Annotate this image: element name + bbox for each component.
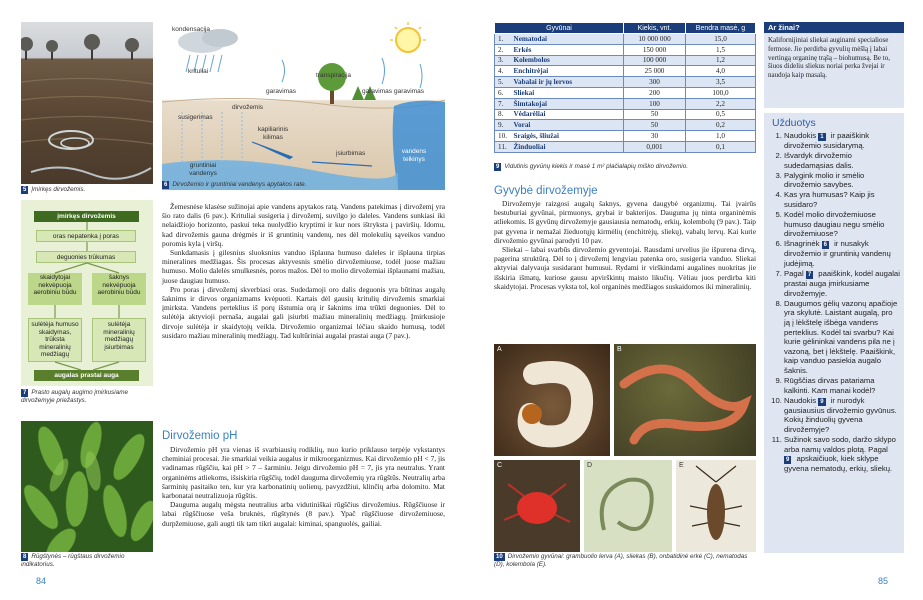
label-gruntiniai: gruntiniai vandenys — [189, 162, 217, 177]
animal-mass: 0,1 — [686, 141, 756, 152]
paragraph-life: Dirvožemyje raizgosi augalų šaknys, gyvena daugybė organizmų. Tai įvairūs bestuburiai gyvūnai, pirmuonys, grybai ir bakterijos. Dauguma jų ninta organinėmis atliekomis. Iš gyvūnų dirvožemyje gausiausia nematodų, erkių, kolembolų (9 pav.). Taip pat gyvena ir nemažai žieduotųjų kirmėlių (enchitrėjų, sliekų), vabalų lervų. Kai kurie dirvožemio gyvūnai parodyti 10 pav. — [494, 199, 756, 245]
animal-count: 0,001 — [624, 141, 686, 152]
soil-animals-table — [494, 22, 756, 153]
label-isiurbimas: įsiurbimas — [336, 150, 366, 157]
mite-illustration — [494, 460, 580, 552]
task-text-cont: ir nurodyk gausiausius dirvožemio gyvūnus. Kokių žinduolių gyvena dirvožemyje? — [784, 395, 897, 434]
animal-name: Vorai — [511, 120, 624, 131]
fig9-number: 9 — [496, 164, 500, 170]
animal-count: 150 000 — [624, 44, 686, 55]
animal-name: Sraigės, šliužai — [511, 131, 624, 142]
task-item — [784, 396, 900, 435]
table-header-animals: Gyvūnai — [495, 23, 624, 34]
task-text: Palygink molio ir smėlio dirvožemio savybes. — [784, 170, 865, 190]
animal-mass: 2,2 — [686, 98, 756, 109]
flow-top: įmirkęs dirvožemis — [34, 211, 139, 222]
animal-name: Erkės — [511, 44, 624, 55]
left-body-text-ph — [162, 445, 445, 528]
task-item — [784, 171, 900, 190]
photo-mite — [494, 460, 580, 552]
task-item — [784, 210, 900, 239]
animal-count: 50 — [624, 120, 686, 131]
fig9-caption-text: Vidutinis gyvūnų kiekis ir masė 1 m² plačialapių miško dirvožemio. — [504, 163, 688, 170]
fig8-caption — [21, 553, 153, 569]
flow-box-4: šaknys nekvėpuoja aerobiniu būdu — [92, 273, 146, 305]
animal-name: Enchitrėjai — [511, 66, 624, 77]
table-row — [495, 55, 756, 66]
left-body-text — [162, 202, 445, 340]
paragraph-water: Žemesnėse klasėse sužinojai apie vandens apytakos ratą. Vandens patekimas į dirvožemį yra šio rato dalis (6 pav.). Krituliai susigeria į dirvožemį, suvilgo jo daleles. Vandens sunkiasi iki nelaidžiojo horizonto, paskui teka nuolydžio kryptimi ir kur nors ištryksta į paviršių. Idomu, kad dirvožemis gauna drėgmės ir iš gruntinių vandenų, nes dėl molekulių sąveikos vanduo poromis kyla į viršų. — [162, 202, 445, 248]
table-row — [495, 34, 756, 45]
paragraph-worms: Sliekai – labai svarbūs dirvožemio gyventojai. Rausdami urvelius jie išpurena dirvą, pagerina struktūrą. Dėl to į dirvožemį lengviau patenka oro, susigeria vanduo. Sliekai aktyviai dalyvauja susidarant humusui. Rydami ir virškindami augalines nuokritas jie išskiria išmatų, kuriose gausu apvirškintų maisto likučių. Vėliau juos perdirba kiti skaidytojai. Procesas vyksta tol, kol organinės medžiagos suskaidomos iki mineralinių. — [494, 245, 756, 291]
earthworm-illustration — [614, 344, 756, 456]
did-you-know-box — [764, 22, 904, 108]
water-cycle-diagram — [162, 22, 445, 190]
photo-label-b: B — [617, 346, 622, 353]
left-page — [0, 0, 461, 600]
task-text: Naudokis — [784, 131, 819, 140]
photo-grub — [494, 344, 610, 456]
tasks-title: Užduotys — [772, 117, 816, 129]
label-vandens-telkinys: vandens telkinys — [401, 148, 427, 163]
photo-springtail — [676, 460, 756, 552]
task-item — [784, 435, 900, 474]
label-garavimas-2: garavimas — [362, 88, 392, 95]
task-text-cont: ir paaiškink dirvožemio susidarymą. — [784, 131, 870, 150]
nematode-illustration — [584, 460, 672, 552]
page-number-left: 84 — [36, 576, 47, 586]
figure-ref-badge: 7 — [807, 272, 812, 279]
task-item — [784, 269, 900, 298]
task-text-cont: apskaičiuok, kiek sklype gyvena nematodų, erkių, sliekų. — [784, 454, 893, 474]
paragraph-leaching: Sunkdamasis į gilesnius sluoksnius vanduo išplauna humuso daleles ir išplauna tirpias mineralines medžiagas. Šis procesas aktyvesnis smėlio dirvožemiuose, todėl juose mažiau humuso. Molio dalelės smulkesnės, poros mažos. Dėl to molio dirvožemiai išplaunami mažiau, juose daugiau humuso. — [162, 248, 445, 285]
fig10-number: 10 — [496, 554, 503, 560]
task-item — [784, 151, 900, 170]
row-index: 4. — [495, 66, 511, 77]
animal-mass: 1,5 — [686, 44, 756, 55]
photo-nematode — [584, 460, 672, 552]
fig9-caption — [494, 163, 756, 171]
row-index: 3. — [495, 55, 511, 66]
row-index: 7. — [495, 98, 511, 109]
table-body — [495, 34, 756, 153]
task-item — [784, 239, 900, 268]
table-row — [495, 98, 756, 109]
fig6-caption-text: Dirvožemio ir gruntiniai vandenys apytakos rate. — [172, 181, 307, 188]
photo-label-a: A — [497, 346, 502, 353]
animal-count: 200 — [624, 87, 686, 98]
animal-mass: 100,0 — [686, 87, 756, 98]
animal-name: Vabalai ir jų lervos — [511, 77, 624, 88]
page-number-right: 85 — [878, 576, 889, 586]
table-row — [495, 87, 756, 98]
task-text: Išnagrinėk — [784, 239, 822, 249]
tasks-panel — [764, 113, 904, 553]
row-index: 1. — [495, 34, 511, 45]
table-row — [495, 131, 756, 142]
row-index: 5. — [495, 77, 511, 88]
flow-box-1: oras nepatenka į poras — [36, 230, 136, 242]
photo-label-e: E — [679, 462, 684, 469]
fig6-number: 6 — [164, 182, 168, 188]
fig5-caption-text: Įmirkęs dirvožemis. — [31, 186, 86, 193]
fig7-caption-text: Prasto augalų augimo įmirkusiame dirvožemyje priežastys. — [21, 389, 128, 404]
table-row — [495, 109, 756, 120]
row-index: 10. — [495, 131, 511, 142]
fig5-caption — [21, 186, 153, 194]
heading-life: Gyvybė dirvožemyje — [494, 185, 598, 197]
task-text-cont: paaiškink, kodėl augalai prastai auga įmirkusiame dirvožemyje. — [784, 269, 900, 298]
photo-earthworm — [614, 344, 756, 456]
table-header-mass: Bendra masė, g — [686, 23, 756, 34]
animal-count: 30 — [624, 131, 686, 142]
did-you-know-title: Ar žinai? — [764, 22, 904, 33]
animal-mass: 1,0 — [686, 131, 756, 142]
animal-mass: 0,2 — [686, 120, 756, 131]
fig5-number: 5 — [23, 187, 27, 193]
row-index: 11. — [495, 141, 511, 152]
figure-ref-badge: 1 — [820, 134, 824, 140]
photo-label-c: C — [497, 462, 503, 469]
table-row — [495, 141, 756, 152]
flow-box-6: sulėtėja mineralinių medžiagų įsiurbimas — [92, 318, 146, 362]
table-row — [495, 77, 756, 88]
task-text: Naudokis — [784, 395, 819, 405]
animal-count: 100 — [624, 98, 686, 109]
task-text: Kas yra humusas? Kaip jis susidaro? — [784, 190, 875, 210]
task-text: Rūgščias dirvas patariama kalkinti. Kam manai kodėl? — [784, 376, 876, 395]
flow-box-5: sulėtėja humuso skaidymas, trūksta mineralinių medžiagų — [28, 318, 82, 362]
sorrel-photo — [21, 421, 153, 552]
animal-count: 25 000 — [624, 66, 686, 77]
animal-mass: 4,0 — [686, 66, 756, 77]
flow-box-2: deguonies trūkumas — [36, 251, 136, 263]
paragraph-ph: Dirvožemio pH yra vienas iš svarbiausių rodiklių, nuo kurio priklauso terpėje vykstantys cheminiai procesai. Jie smarkiai veikia augalus ir mikroorganizmus. Kai dirvožemio pH < 7, jis vadinamas rūgščiu, kai pH > 7 – šarminiu. Jeigu dirvožemio pH = 7, jis yra neutralus. Yrant organinėms atliekoms, išsiskiria rūgščių, todėl dauguma dirvožemių yra rūgštūs. Neutralių arba šarminių pasitaiko ten, kur yra karbonatinių uolienų, pavyzdžiui, klinčių arba dolomito. Mat karbonatai neutralizuoja rūgštis. — [162, 445, 445, 501]
grub-illustration — [494, 344, 610, 456]
row-index: 6. — [495, 87, 511, 98]
fig8-number: 8 — [23, 554, 27, 560]
label-kondensacija: kondensacija — [172, 26, 210, 33]
table-header-count: Kiekis, vnt. — [624, 23, 686, 34]
label-susigerimas: susigerimas — [178, 114, 213, 121]
label-garavimas-1: garavimas — [266, 88, 296, 95]
figure-ref-badge: 6 — [823, 242, 827, 249]
paragraph-plants: Dauguma augalų mėgsta neutralius arba vidutiniškai rūgščius dirvožemius. Rūgščiuose ir labai rūgščiuose veša bruknės, rūgštynės (8 pav.). Ypač rūgščiuose dirvožemiuose, durpžemiuose, gali augti tik tam tikri augalai: kiminai, spanguolės, gailiai. — [162, 500, 445, 528]
paragraph-air: Pro poras į dirvožemį skverbiasi oras. Sudedamoji oro dalis deguonis yra būtinas augalų šaknims ir dirvos organizmams kvėpuoti. Kartais dėl gausių kritulių dirvožemis smarkiai įmirksta. Vandens perteklius iš porų išstumia orą ir šaknims ima trūkti deguonies. Dėl to sulėtėja aktyvioji pernaša, augalai gali įsiurbti mažiau mineralinių medžiagų. Įmirkusioje dirvoje sulėtėja ir skaidytojų veikla. Dirvožemio organizmai lėčiau skaido humusą, todėl susidaro mažiau mineralinių medžiagų. Tad kultūriniai augalai prastai auga (7 pav.). — [162, 284, 445, 340]
task-item — [784, 190, 900, 209]
sorrel-illustration — [21, 421, 153, 552]
animal-name: Žinduoliai — [511, 141, 624, 152]
animal-mass: 0,5 — [686, 109, 756, 120]
animal-name: Sliekai — [511, 87, 624, 98]
task-text: Sužinok savo sodo, daržo sklypo arba namų valdos plotą. Pagal — [784, 435, 896, 454]
springtail-illustration — [676, 460, 756, 552]
animal-name: Šimtakojai — [511, 98, 624, 109]
fig8-caption-text: Rūgštynės – rūgštaus dirvožemio indikatorius. — [21, 553, 125, 568]
did-you-know-text: Kalifornijiniai sliekai auginami specialiose fermose. Jie perdirba gyvulių mėšlą į labai vertingą organinę trąšą – biohumusą. Be to, šiuos dideliu sliekus noriai perka žvejai ir naudoja kaip masalą. — [768, 36, 890, 80]
flow-bottom: augalas prastai auga — [34, 370, 139, 381]
row-index: 9. — [495, 120, 511, 131]
flow-arrows — [21, 200, 153, 386]
fig7-number: 7 — [23, 390, 27, 396]
label-garavimas-3: garavimas — [394, 88, 424, 95]
task-text: Daugumos gėlių vazonų apačioje yra skylutė. Laistant augalą, pro ją į lėkštelę išbėga vandens perteklius. Kodėl tai svarbu? Kai kurie gėlininkai vandens pila ne į vazoną, bet į lėkštelę. Paaiškink, kaip vanduo pasiekia augalo šaknis. — [784, 298, 898, 375]
task-text: Išvardyk dirvožemio sudedamąsias dalis. — [784, 151, 854, 170]
animal-mass: 15,0 — [686, 34, 756, 45]
animal-count: 50 — [624, 109, 686, 120]
flow-box-3: skaidytojai nekvėpuoja aerobiniu būdu — [28, 273, 82, 305]
table-row — [495, 120, 756, 131]
task-text: Pagal — [784, 269, 806, 279]
photo-label-d: D — [587, 462, 593, 469]
fig6-caption — [162, 181, 445, 189]
task-item — [784, 299, 900, 376]
fig7-caption — [21, 389, 153, 405]
animal-mass: 1,2 — [686, 55, 756, 66]
task-text: Kodėl molio dirvožemiuose humuso daugiau negu smėlio dirvožemiuose? — [784, 210, 885, 239]
tasks-list — [766, 131, 900, 474]
field-illustration — [21, 22, 153, 184]
figure-ref-badge: 9 — [820, 398, 824, 405]
right-body-text — [494, 199, 756, 291]
figure-ref-badge: 9 — [786, 457, 790, 464]
label-dirvozemis: dirvožemis — [232, 104, 264, 111]
animal-count: 300 — [624, 77, 686, 88]
animal-name: Vėdarėliai — [511, 109, 624, 120]
label-kapiliarinis: kapiliarinis kilimas — [257, 126, 289, 141]
animal-name: Kolembolos — [511, 55, 624, 66]
fig10-caption-text: Dirvožemio gyvūnai: grambuolio lerva (A), sliekas (B), onbatidinė erkė (C), nematodas (D), kolembola (E). — [494, 553, 748, 568]
soil-field-photo — [21, 22, 153, 184]
fig10-caption — [494, 553, 756, 569]
animal-mass: 3,5 — [686, 77, 756, 88]
row-index: 2. — [495, 44, 511, 55]
row-index: 8. — [495, 109, 511, 120]
label-transpiracija: transpiracija — [316, 72, 352, 79]
animal-count: 100 000 — [624, 55, 686, 66]
task-item — [784, 131, 900, 151]
table-row — [495, 44, 756, 55]
table-row — [495, 66, 756, 77]
animal-name: Nematodai — [511, 34, 624, 45]
heading-ph: Dirvožemio pH — [162, 430, 238, 442]
task-text-cont: ir nusakyk dirvožemio ir gruntinių vandenų judėjimą. — [784, 239, 891, 269]
right-page — [461, 0, 923, 600]
label-krituliai: krituliai — [188, 68, 209, 75]
task-item — [784, 376, 900, 395]
animal-count: 10 000 000 — [624, 34, 686, 45]
